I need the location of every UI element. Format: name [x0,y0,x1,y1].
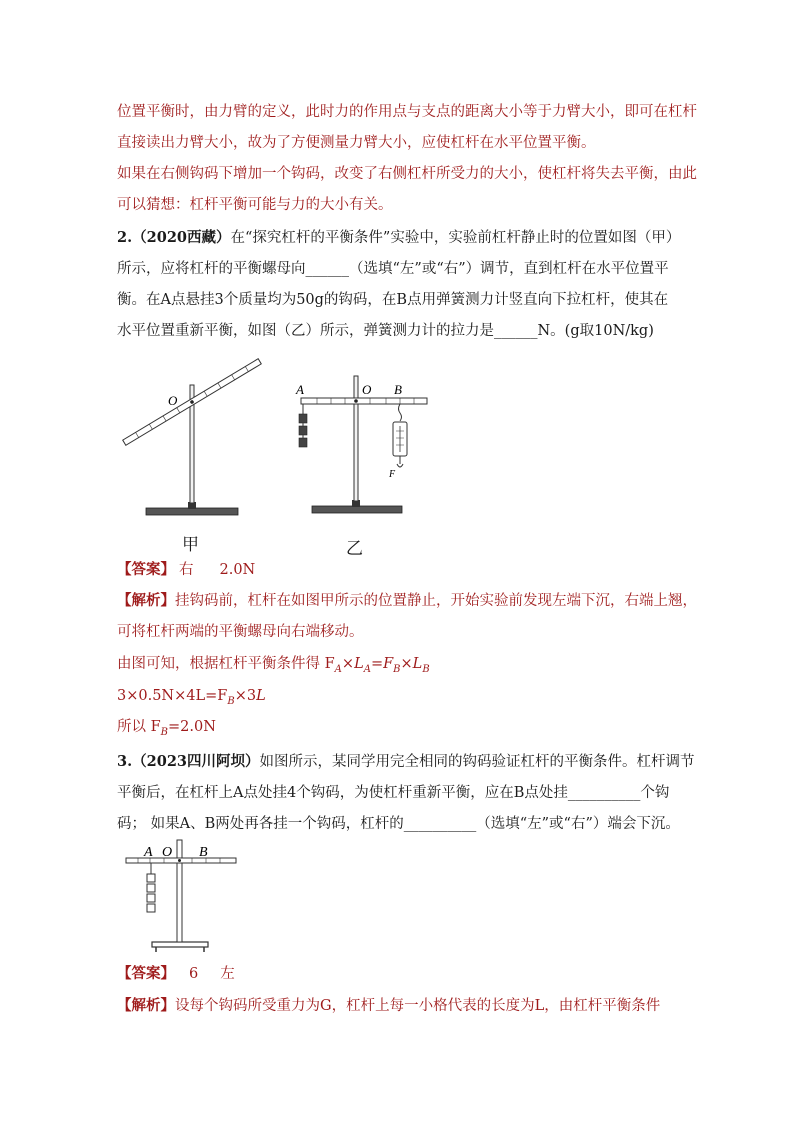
q2-analysis-line-4: $3\times 0.5N\times 4L=F_B\times 3L$ [117,688,266,707]
q2-line-2: 所示，应将杠杆的平衡螺母向______（选填“左”或“右”）调节，直到杠杆在水平位置平 [117,261,669,277]
q2-line-4: 水平位置重新平衡，如图（乙）所示，弹簧测力计的拉力是______N。(g取10N/kg) [117,323,654,339]
q2-analysis-line-1 [117,591,697,611]
q3-text-1: 如图所示，某同学用完全相同的钩码验证杠杆的平衡条件。杠杆调节 [259,754,695,770]
q3-answer-tag: 【答案】 [117,965,175,982]
q2-analysis-tag: 【解析】 [117,592,175,609]
q3-line-3: 码； 如果A、B两处再各挂一个钩码，杠杆的__________（选填“左”或“右”）端会下沉。 [117,816,680,832]
q3-line-2: 平衡后，在杠杆上A点处挂4个钩码，为使杠杆重新平衡，应在B点处挂__________个钩 [117,785,670,801]
q3-source: （2023四川阿坝） [132,753,260,770]
q2-text-1: 在“探究杠杆的平衡条件”实验中，实验前杠杆静止时的位置如图（甲） [230,230,681,246]
intro-line-4: 可以猜想：杠杆平衡可能与力的大小有关。 [117,197,393,213]
fig-yi-label-b: B [394,382,402,397]
q2-source: （2020西藏） [132,229,231,246]
fig-yi-label-f: F [389,469,396,480]
q2-analysis-text-4: 3×0.5N×4L=F [117,688,228,704]
q2-line-1 [117,228,680,248]
q2-analysis-line-3: 由图可知，根据杠杆平衡条件得 $F_A\times L_A=F_B\times L_B$ [117,656,430,675]
fig-yi-caption: 乙 [346,539,363,559]
q2-answer-1: 右 [179,562,194,578]
q2-analysis-text-3: 由图可知，根据杠杆平衡条件得 F [117,656,335,672]
q2-number: 2. [117,229,133,246]
q2-answer-2: 2.0N [219,562,256,578]
q3-answer-1: 6 [189,966,199,982]
q2-analysis-line-5: 所以 $F_B=2.0N$ [117,719,216,738]
q2-analysis-line-2: 可将杠杆两端的平衡螺母向右端移动。 [117,624,364,640]
q3-number: 3. [117,753,133,770]
fig-q3-label-b: B [199,845,208,860]
q3-line-1 [117,752,695,772]
q2-line-3: 衡。在A点悬挂3个质量均为50g的钩码，在B点用弹簧测力计竖直向下拉杠杆，使其在 [117,292,669,308]
fig-yi-label-o: O [362,382,372,397]
q2-analysis-text-5: 所以 F [117,719,161,735]
fig-q3-label-a: A [144,845,153,860]
fig-jia-label-o: O [168,393,178,408]
fig-jia-caption: 甲 [182,535,199,555]
figure-jia [118,355,268,555]
q3-analysis-tag: 【解析】 [117,997,175,1014]
q3-answer [117,964,235,984]
intro-line-2: 直接读出力臂大小，故为了方便测量力臂大小，应使杠杆在水平位置平衡。 [117,135,596,151]
q3-answer-2: 左 [220,966,235,982]
fig-yi-label-a: A [296,382,304,397]
q2-analysis-text-1: 挂钩码前，杠杆在如图甲所示的位置静止，开始实验前发现左端下沉，右端上翘， [175,593,697,609]
q3-analysis-line-1 [117,996,660,1016]
fig-q3-label-o: O [162,845,173,860]
q2-answer [117,560,255,580]
figure-yi [282,368,442,518]
q3-analysis-text-1: 设每个钩码所受重力为G，杠杆上每一小格代表的长度为L，由杠杆平衡条件 [175,998,661,1014]
intro-line-3: 如果在右侧钩码下增加一个钩码，改变了右侧杠杆所受力的大小，使杠杆将失去平衡，由此 [117,166,697,182]
figure-q3 [122,838,242,956]
q2-answer-tag: 【答案】 [117,561,175,578]
intro-line-1: 位置平衡时，由力臂的定义，此时力的作用点与支点的距离大小等于力臂大小，即可在杠杆 [117,104,697,120]
